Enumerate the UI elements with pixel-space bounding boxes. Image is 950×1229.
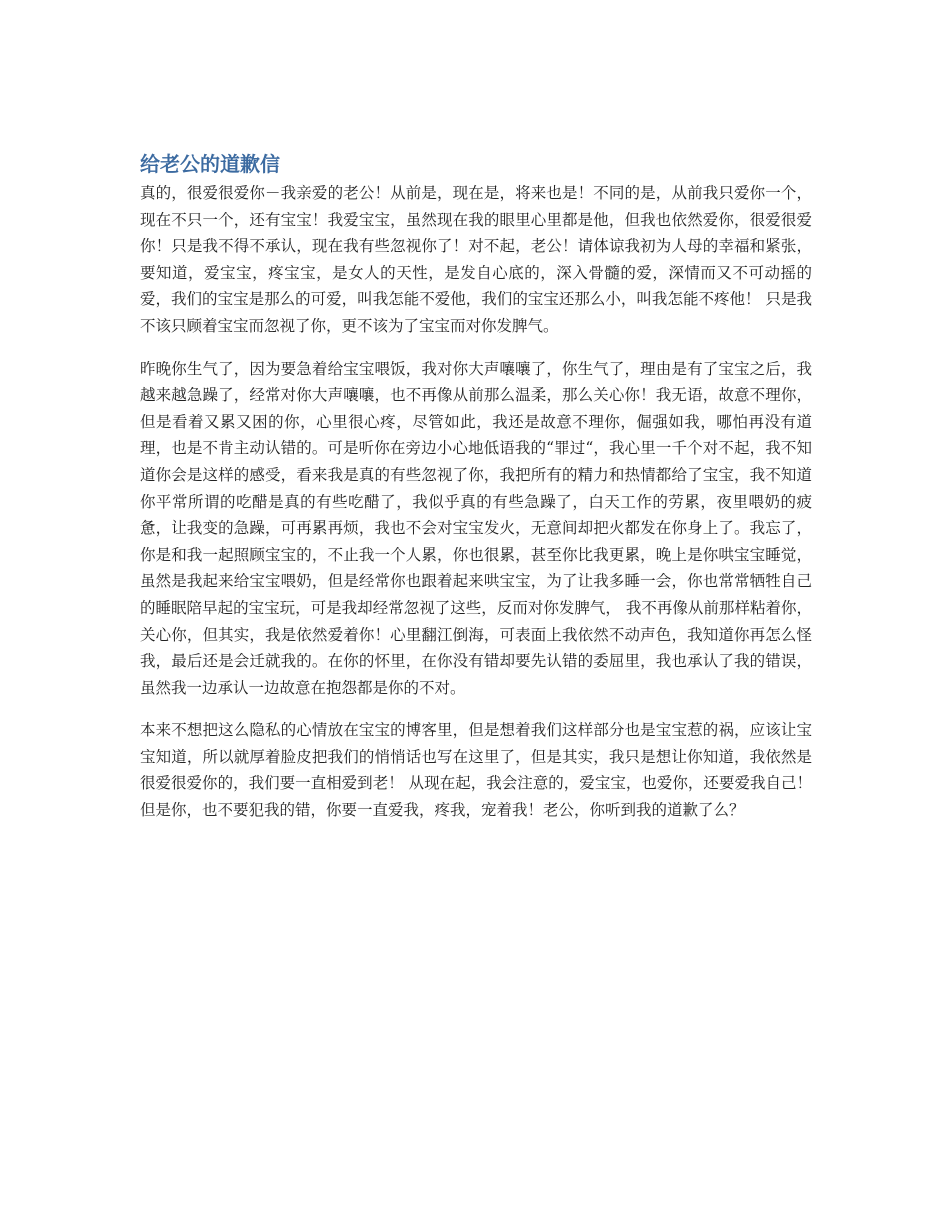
paragraph-3: 本来不想把这么隐私的心情放在宝宝的博客里，但是想着我们这样部分也是宝宝惹的祸，应该让宝宝知道，所以就厚着脸皮把我们的悄悄话也写在这里了，但是其实，我只是想让你知道，我依然是很爱很爱你的，我们要一直相爱到老！ 从现在起，我会注意的，爱宝宝，也爱你，还要爱我自己！但是你，也不要犯我的错，你要一直爱我，疼我，宠着我！老公，你听到我的道歉了么？	[140, 721, 812, 820]
paragraph-1: 真的，很爱很爱你－我亲爱的老公！从前是，现在是，将来也是！不同的是，从前我只爱你一个，现在不只一个，还有宝宝！我爱宝宝，虽然现在我的眼里心里都是他，但我也依然爱你，很爱很爱你！只是我不得不承认，现在我有些忽视你了！对不起，老公！请体谅我初为人母的幸福和紧张，要知道，爱宝宝，疼宝宝，是女人的天性，是发自心底的，深入骨髓的爱，深情而又不可动摇的爱，我们的宝宝是那么的可爱，叫我怎能不爱他，我们的宝宝还那么小，叫我怎能不疼他！ 只是我不该只顾着宝宝而忽视了你，更不该为了宝宝而对你发脾气。	[140, 184, 812, 335]
document-title: 给老公的道歉信	[140, 152, 280, 176]
document-body	[140, 150, 812, 840]
paragraph-2: 昨晚你生气了，因为要急着给宝宝喂饭，我对你大声嚷嚷了，你生气了，理由是有了宝宝之后，我越来越急躁了，经常对你大声嚷嚷，也不再像从前那么温柔，那么关心你！我无语，故意不理你，但是看着又累又困的你，心里很心疼，尽管如此，我还是故意不理你，倔强如我，哪怕再没有道理，也是不肯主动认错的。可是听你在旁边小心地低语我的“罪过“，我心里一千个对不起，我不知道你会是这样的感受，看来我是真的有些忽视了你，我把所有的精力和热情都给了宝宝，我不知道你平常所谓的吃醋是真的有些吃醋了，我似乎真的有些急躁了，白天工作的劳累，夜里喂奶的疲惫，让我变的急躁，可再累再烦，我也不会对宝宝发火，无意间却把火都发在你身上了。我忘了，你是和我一起照顾宝宝的，不止我一个人累，你也很累，甚至你比我更累，晚上是你哄宝宝睡觉，虽然是我起来给宝宝喂奶，但是经常你也跟着起来哄宝宝，为了让我多睡一会，你也常常牺牲自己的睡眠陪早起的宝宝玩，可是我却经常忽视了这些，反而对你发脾气， 我不再像从前那样粘着你，关心你，但其实，我是依然爱着你！心里翻江倒海，可表面上我依然不动声色，我知道你再怎么怪我，最后还是会迁就我的。在你的怀里，在你没有错却要先认错的委屈里，我也承认了我的错误，虽然我一边承认一边故意在抱怨都是你的不对。	[140, 359, 812, 697]
